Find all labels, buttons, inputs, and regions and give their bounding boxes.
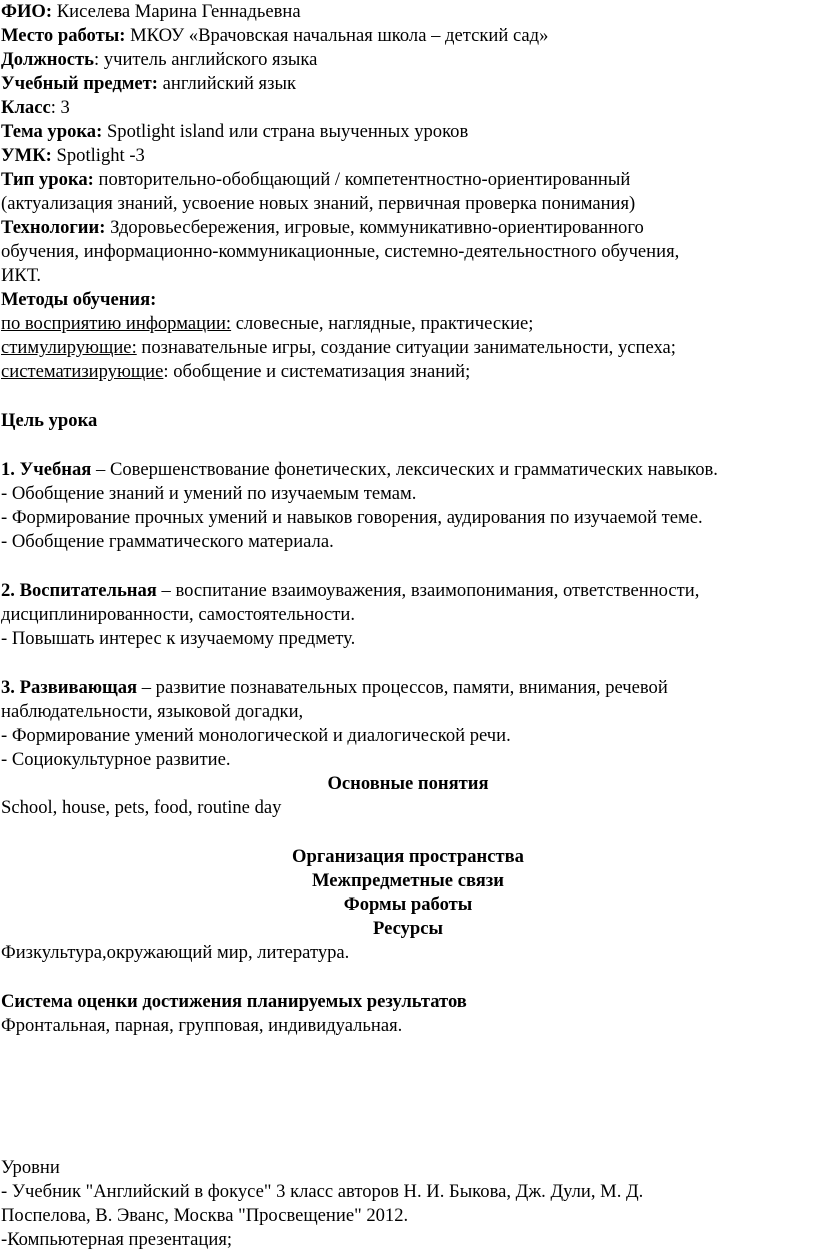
work-line	[1, 25, 548, 47]
method-1-value: словесные, наглядные, практические;	[231, 313, 534, 334]
topic-value: Spotlight island или страна выученных уроков	[102, 121, 469, 142]
method-2-label: стимулирующие:	[1, 337, 137, 358]
method-3-value: : обобщение и систематизация знаний;	[163, 361, 471, 382]
concepts-title: Основные понятия	[327, 773, 489, 794]
type-line-2: (актуализация знаний, усвоение новых знаний, первичная проверка понимания)	[1, 193, 636, 214]
fio-label: ФИО:	[1, 1, 53, 22]
type-label: Тип урока:	[1, 169, 94, 190]
levels-title: Уровни	[1, 1157, 60, 1178]
class-value: : 3	[50, 97, 70, 118]
methods-title: Методы обучения:	[1, 289, 157, 310]
position-line	[1, 49, 317, 71]
goal-2-label: 2. Воспитательная	[1, 580, 157, 601]
umk-label: УМК:	[1, 145, 52, 166]
levels-line-3: -Компьютерная презентация;	[1, 1229, 233, 1250]
goal-3-line-4: - Социокультурное развитие.	[1, 749, 231, 770]
goal-3-label: 3. Развивающая	[1, 677, 138, 698]
goal-1-line-4: - Обобщение грамматического материала.	[1, 531, 334, 552]
heading-links: Межпредметные связи	[312, 870, 504, 891]
goal-1-value: – Совершенствование фонетических, лексических и грамматических навыков.	[91, 459, 718, 480]
fio-line	[1, 1, 301, 23]
position-value: : учитель английского языка	[94, 49, 318, 70]
goal-2-line-2: дисциплинированности, самостоятельности.	[1, 604, 356, 625]
tech-line-2: обучения, информационно-коммуникационные, системно-деятельностного обучения,	[1, 241, 680, 262]
umk-value: Spotlight -3	[51, 145, 145, 166]
assessment-value: Фронтальная, парная, групповая, индивидуальная.	[1, 1015, 403, 1036]
class-label: Класс	[1, 97, 51, 118]
tech-label: Технологии:	[1, 217, 106, 238]
heading-resources: Ресурсы	[372, 918, 443, 939]
method-2	[1, 337, 676, 359]
levels-line-2: Поспелова, В. Эванс, Москва "Просвещение" 2012.	[1, 1205, 409, 1226]
goal-3-value: – развитие познавательных процессов, памяти, внимания, речевой	[137, 677, 668, 698]
fio-value: Киселева Марина Геннадьевна	[52, 1, 301, 22]
tech-line	[1, 217, 644, 239]
concepts-value: School, house, pets, food, routine day	[1, 797, 282, 818]
topic-line	[1, 121, 468, 143]
levels-line-1: - Учебник "Английский в фокусе" 3 класс авторов Н. И. Быкова, Дж. Дули, М. Д.	[1, 1181, 644, 1202]
method-1-label: по восприятию информации:	[1, 313, 232, 334]
goal-2-value: – воспитание взаимоуважения, взаимопонимания, ответственности,	[156, 580, 700, 601]
goal-2-line-3: - Повышать интерес к изучаемому предмету.	[1, 628, 356, 649]
method-2-value: познавательные игры, создание ситуации занимательности, успеха;	[136, 337, 676, 358]
subject-line	[1, 73, 296, 95]
tech-value: Здоровьесбережения, игровые, коммуникативно-ориентированного	[105, 217, 644, 238]
links-value: Физкультура,окружающий мир, литература.	[1, 942, 350, 963]
class-line	[1, 97, 70, 119]
goal-2	[1, 580, 699, 602]
work-label: Место работы:	[1, 25, 126, 46]
goal-1-line-2: - Обобщение знаний и умений по изучаемым темам.	[1, 483, 417, 504]
goals-title: Цель урока	[1, 410, 98, 431]
goal-3-line-2: наблюдательности, языковой догадки,	[1, 701, 304, 722]
umk-line	[1, 145, 145, 167]
type-value: повторительно-обобщающий / компетентностно-ориентированный	[93, 169, 631, 190]
goal-1	[1, 459, 718, 481]
assessment-title: Система оценки достижения планируемых результатов	[1, 991, 467, 1012]
goal-1-line-3: - Формирование прочных умений и навыков говорения, аудирования по изучаемой теме.	[1, 507, 703, 528]
topic-label: Тема урока:	[1, 121, 103, 142]
tech-line-3: ИКТ.	[1, 265, 41, 286]
method-3-label: систематизирующие	[1, 361, 164, 382]
method-3	[1, 361, 470, 383]
goal-3	[1, 677, 668, 699]
goal-3-line-3: - Формирование умений монологической и диалогической речи.	[1, 725, 511, 746]
type-line	[1, 169, 630, 191]
position-label: Должность	[1, 49, 94, 70]
heading-space: Организация пространства	[292, 846, 524, 867]
method-1	[1, 313, 533, 335]
goal-1-label: 1. Учебная	[1, 459, 92, 480]
work-value: МКОУ «Врачовская начальная школа – детский сад»	[125, 25, 549, 46]
subject-label: Учебный предмет:	[1, 73, 158, 94]
subject-value: английский язык	[158, 73, 296, 94]
heading-forms: Формы работы	[343, 894, 473, 915]
